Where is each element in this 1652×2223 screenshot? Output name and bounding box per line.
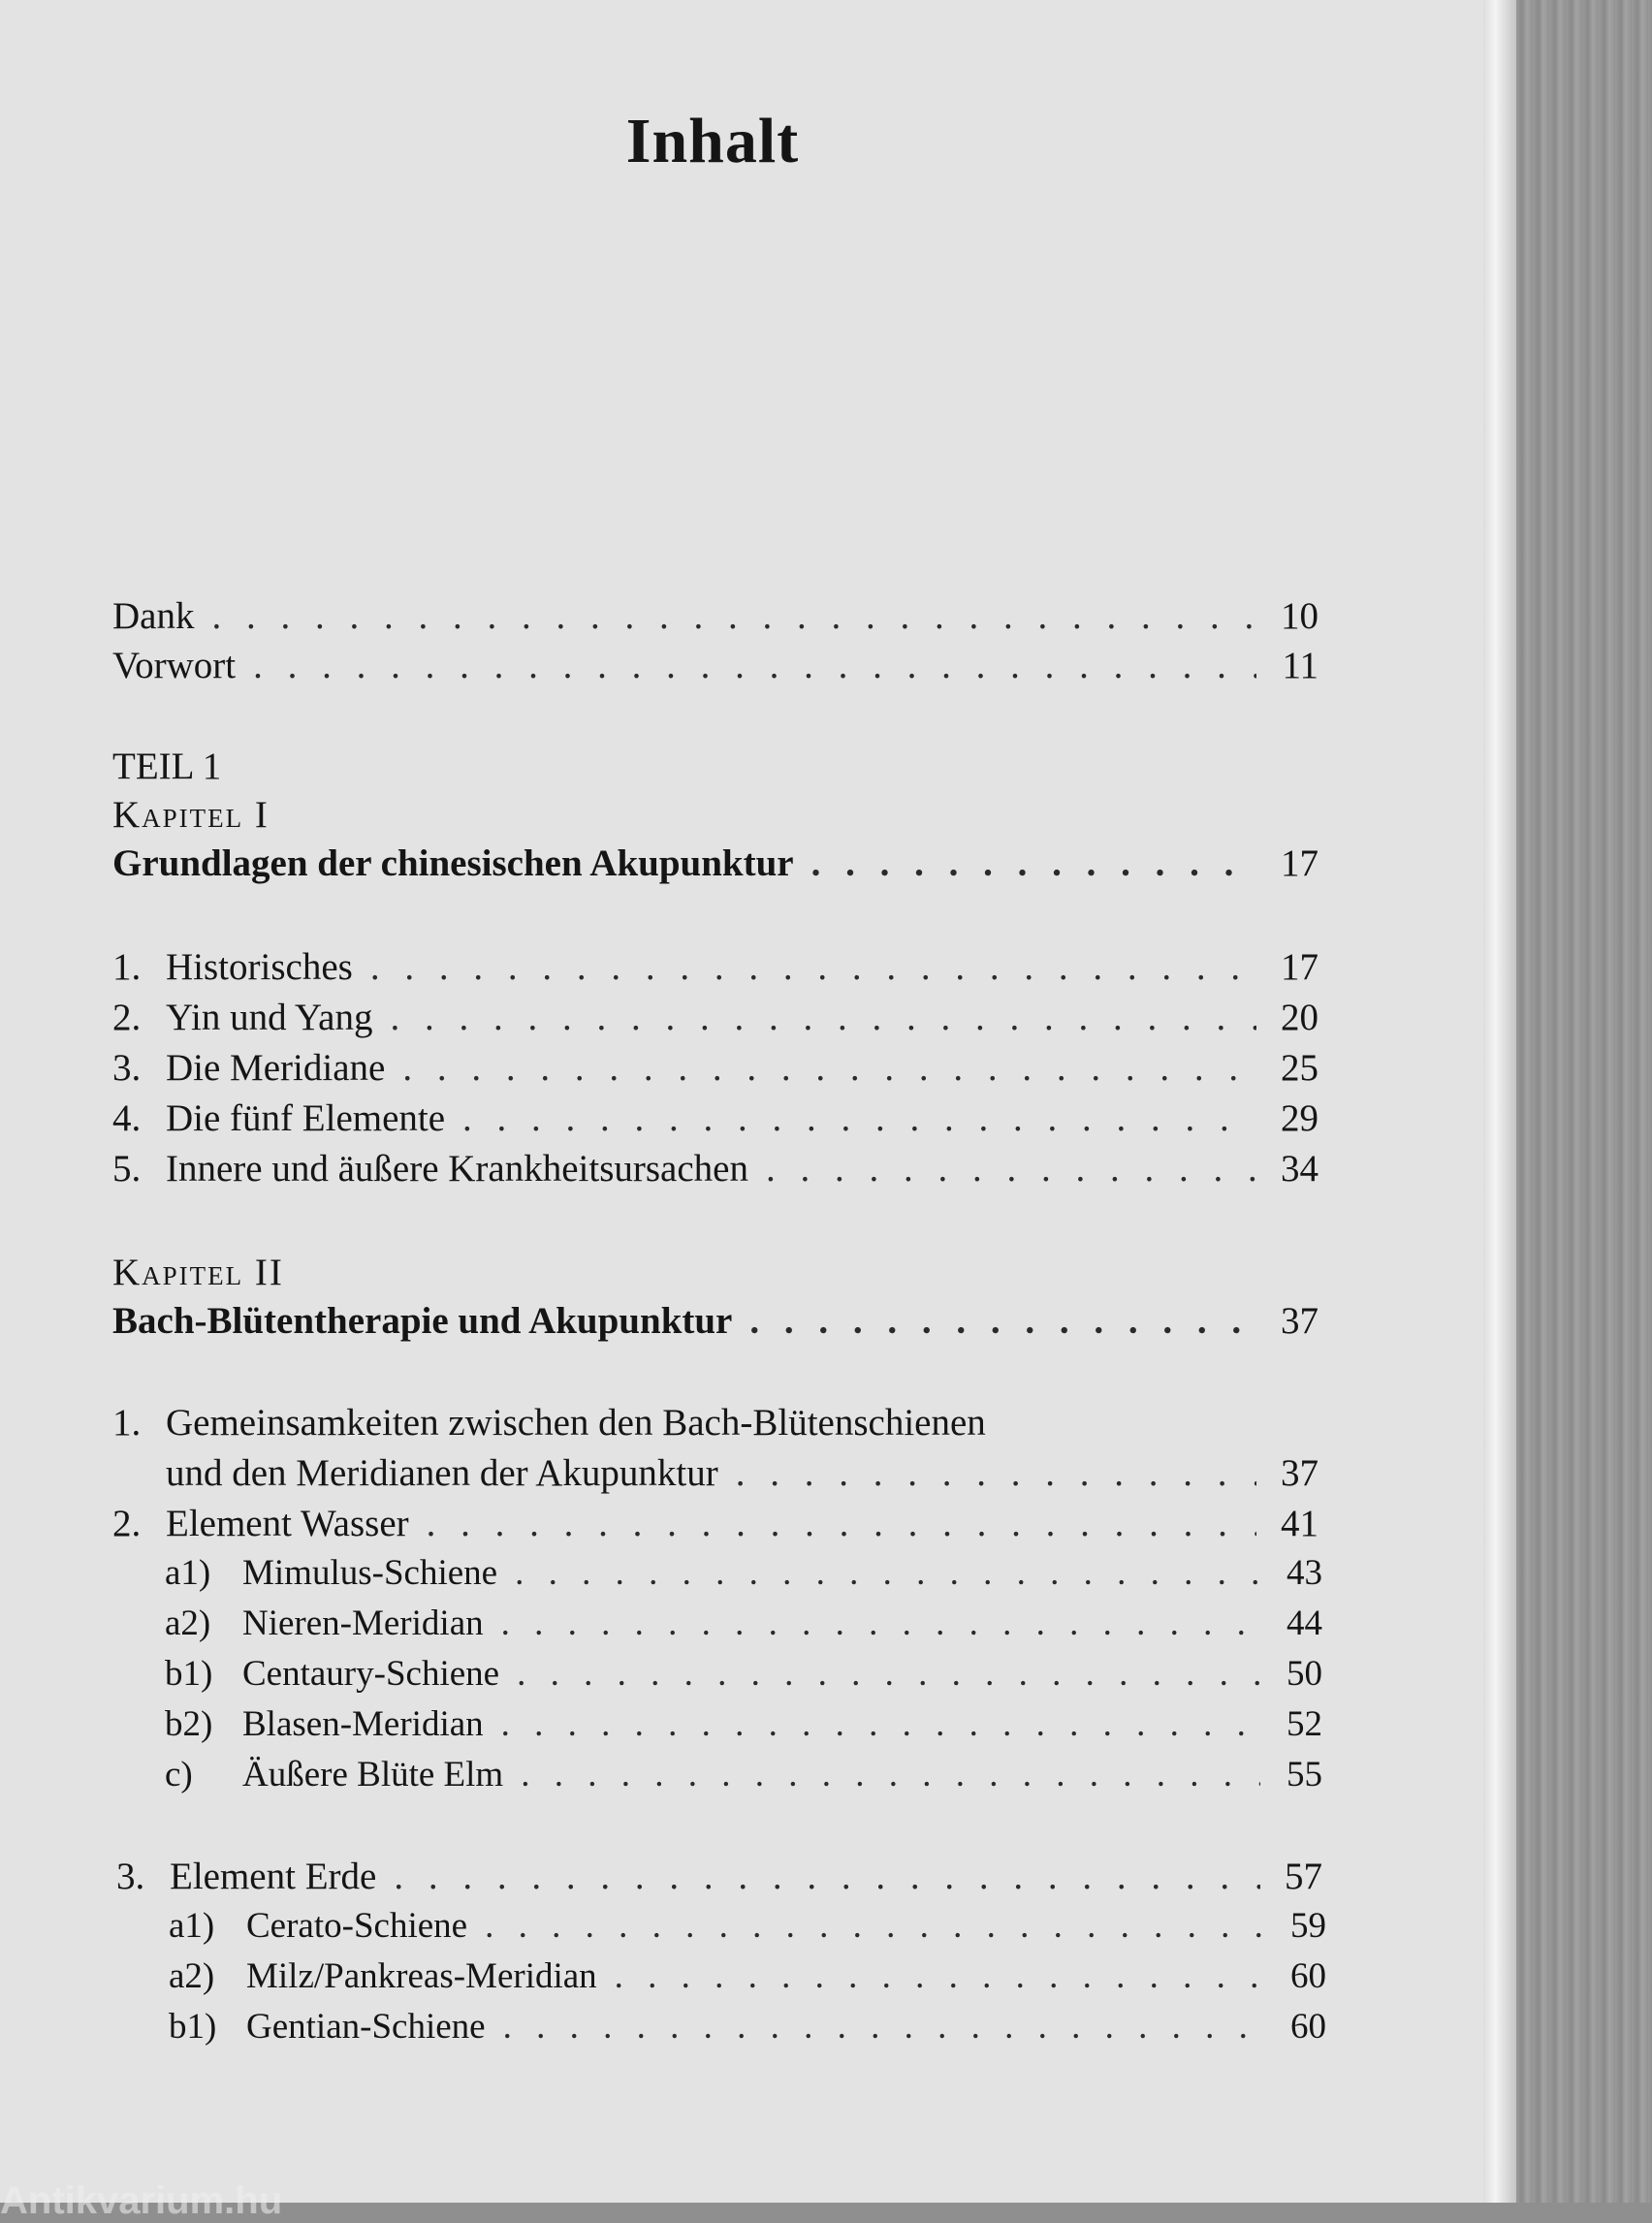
part-label: TEIL 1 bbox=[112, 746, 222, 787]
chapter-label: Kapitel I bbox=[112, 794, 270, 836]
entry-page: 25 bbox=[1281, 1047, 1318, 1089]
chapter-title: Grundlagen der chinesischen Akupunktur bbox=[112, 842, 794, 884]
entry-label: Milz/Pankreas-Meridian bbox=[246, 1956, 597, 1996]
toc-subentry[interactable] bbox=[165, 1603, 1322, 1651]
dot-leader bbox=[394, 1855, 1260, 1898]
toc-subentry[interactable] bbox=[169, 1905, 1326, 1953]
chapter-title-entry[interactable] bbox=[112, 842, 1318, 890]
chapter-label: Kapitel II bbox=[112, 1252, 284, 1293]
dot-leader bbox=[736, 1451, 1256, 1495]
toc-entry-dank[interactable] bbox=[112, 594, 1318, 643]
entry-label-line1: Gemeinsamkeiten zwischen den Bach-Blütenschienen bbox=[166, 1402, 986, 1444]
entry-page: 52 bbox=[1287, 1704, 1322, 1744]
toc-entry[interactable] bbox=[112, 996, 1318, 1044]
entry-number: 5. bbox=[112, 1148, 142, 1190]
entry-page: 44 bbox=[1287, 1604, 1322, 1643]
entry-number: b1) bbox=[169, 2007, 217, 2047]
watermark: Antikvarium.hu bbox=[0, 2179, 283, 2222]
entry-number: 4. bbox=[112, 1097, 142, 1139]
toc-subentry[interactable] bbox=[169, 1955, 1326, 2004]
toc-subentry[interactable] bbox=[165, 1703, 1322, 1752]
dot-leader bbox=[501, 1703, 1260, 1745]
entry-label: Historisches bbox=[166, 946, 353, 988]
entry-label: Innere und äußere Krankheitsursachen bbox=[166, 1148, 748, 1190]
entry-label: Element Wasser bbox=[166, 1503, 409, 1544]
dot-leader bbox=[517, 1653, 1260, 1695]
chapter-title: Bach-Blütentherapie und Akupunktur bbox=[112, 1300, 733, 1342]
dot-leader bbox=[390, 996, 1256, 1039]
entry-label: Mimulus-Schiene bbox=[242, 1553, 498, 1593]
entry-label: Äußere Blüte Elm bbox=[242, 1755, 504, 1794]
entry-number: a2) bbox=[169, 1956, 215, 1996]
entry-page: 11 bbox=[1282, 645, 1318, 686]
entry-page: 59 bbox=[1290, 1906, 1326, 1946]
toc-entry[interactable] bbox=[116, 1855, 1322, 1903]
toc-entry[interactable] bbox=[112, 945, 1318, 994]
entry-page: 43 bbox=[1287, 1553, 1322, 1593]
toc-entry[interactable] bbox=[112, 1096, 1318, 1145]
entry-page: 50 bbox=[1287, 1654, 1322, 1694]
entry-number: 3. bbox=[116, 1856, 145, 1897]
entry-page: 41 bbox=[1281, 1503, 1318, 1544]
toc-entry-vorwort[interactable] bbox=[112, 644, 1318, 692]
toc-entry-continuation[interactable] bbox=[166, 1451, 1318, 1500]
dot-leader bbox=[503, 2006, 1264, 2048]
entry-label: Die Meridiane bbox=[166, 1047, 386, 1089]
entry-number: a2) bbox=[165, 1604, 211, 1643]
chapter-title-entry[interactable] bbox=[112, 1299, 1318, 1348]
entry-label: Blasen-Meridian bbox=[242, 1704, 484, 1744]
dot-leader bbox=[427, 1502, 1256, 1545]
entry-label: Element Erde bbox=[170, 1856, 377, 1897]
entry-number: 3. bbox=[112, 1047, 142, 1089]
entry-page: 57 bbox=[1285, 1856, 1322, 1897]
dot-leader bbox=[766, 1147, 1256, 1191]
dot-leader bbox=[462, 1096, 1256, 1140]
entry-page: 34 bbox=[1281, 1148, 1318, 1190]
dot-leader bbox=[515, 1552, 1260, 1594]
toc-entry[interactable] bbox=[112, 1147, 1318, 1195]
dot-leader bbox=[501, 1603, 1260, 1644]
entry-label-line2: und den Meridianen der Akupunktur bbox=[166, 1452, 718, 1494]
dot-leader bbox=[253, 644, 1256, 687]
toc-entry[interactable] bbox=[112, 1502, 1318, 1550]
entry-number: a1) bbox=[165, 1553, 211, 1593]
toc-entry-multiline[interactable] bbox=[112, 1401, 1318, 1449]
entry-number: b1) bbox=[165, 1654, 213, 1694]
dot-leader bbox=[521, 1754, 1260, 1795]
toc-subentry[interactable] bbox=[165, 1552, 1322, 1601]
entry-page: 37 bbox=[1281, 1300, 1318, 1342]
entry-page: 29 bbox=[1281, 1097, 1318, 1139]
dot-leader bbox=[402, 1046, 1256, 1090]
entry-label: Die fünf Elemente bbox=[166, 1097, 446, 1139]
entry-number: 1. bbox=[112, 1402, 142, 1444]
entry-number: 2. bbox=[112, 1503, 142, 1544]
page-edge bbox=[1481, 0, 1516, 2203]
entry-number: b2) bbox=[165, 1704, 213, 1744]
dot-leader bbox=[485, 1905, 1264, 1947]
entry-page: 10 bbox=[1281, 595, 1318, 637]
entry-label: Centaury-Schiene bbox=[242, 1654, 500, 1694]
entry-label: Gentian-Schiene bbox=[246, 2007, 486, 2047]
toc-subentry[interactable] bbox=[165, 1653, 1322, 1701]
entry-label: Dank bbox=[112, 595, 195, 637]
entry-label: Vorwort bbox=[112, 645, 237, 686]
entry-page: 17 bbox=[1281, 842, 1318, 884]
toc-subentry[interactable] bbox=[165, 1754, 1322, 1802]
toc-entry[interactable] bbox=[112, 1046, 1318, 1095]
entry-page: 60 bbox=[1290, 2007, 1326, 2047]
entry-page: 37 bbox=[1281, 1452, 1318, 1494]
entry-number: c) bbox=[165, 1755, 193, 1794]
entry-page: 17 bbox=[1281, 946, 1318, 988]
entry-label: Yin und Yang bbox=[166, 997, 373, 1038]
toc-subentry[interactable] bbox=[169, 2006, 1326, 2054]
entry-page: 55 bbox=[1287, 1755, 1322, 1794]
dot-leader bbox=[811, 842, 1256, 885]
entry-label: Nieren-Meridian bbox=[242, 1604, 484, 1643]
page-title: Inhalt bbox=[625, 106, 800, 176]
entry-page: 60 bbox=[1290, 1956, 1326, 1996]
entry-number: 2. bbox=[112, 997, 142, 1038]
entry-label: Cerato-Schiene bbox=[246, 1906, 468, 1946]
dot-leader bbox=[615, 1955, 1264, 1997]
dot-leader bbox=[749, 1299, 1256, 1343]
entry-page: 20 bbox=[1281, 997, 1318, 1038]
dot-leader bbox=[370, 945, 1256, 989]
entry-number: a1) bbox=[169, 1906, 215, 1946]
dot-leader bbox=[211, 594, 1256, 638]
entry-number: 1. bbox=[112, 946, 142, 988]
